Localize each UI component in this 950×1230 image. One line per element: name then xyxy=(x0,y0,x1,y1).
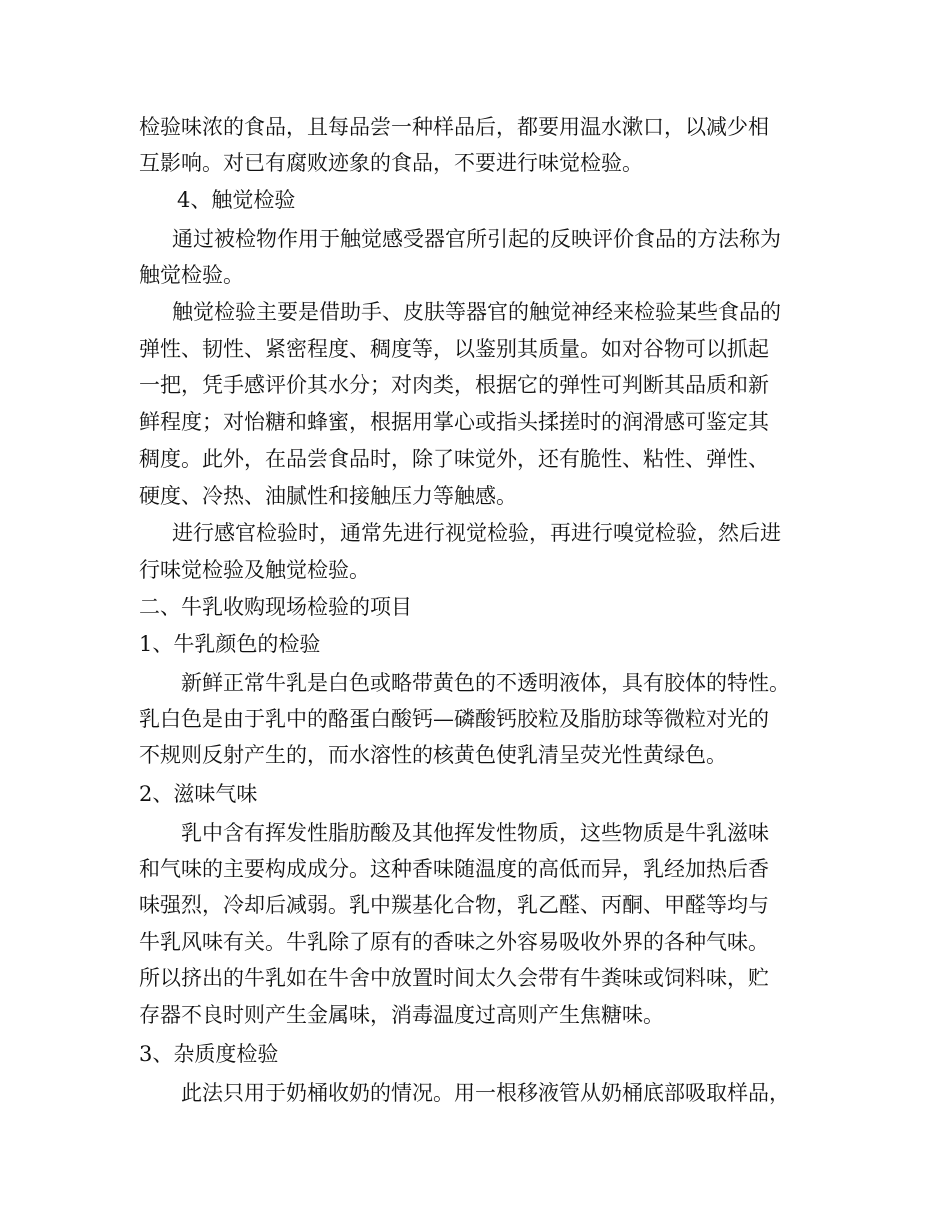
text-line: 互影响。对已有腐败迹象的食品，不要进行味觉检验。 xyxy=(139,151,643,175)
text-line: 乳白色是由于乳中的酪蛋白酸钙—磷酸钙胶粒及脂肪球等微粒对光的 xyxy=(139,707,769,731)
text-line: 牛乳风味有关。牛乳除了原有的香味之外容易吸收外界的各种气味。 xyxy=(139,930,769,954)
paragraph-first-line: 通过被检物作用于触觉感受器官所引起的反映评价食品的方法称为 xyxy=(172,227,781,251)
text-line: 弹性、韧性、紧密程度、稠度等，以鉴别其质量。如对谷物可以抓起 xyxy=(139,337,769,361)
text-line: 稠度。此外，在品尝食品时，除了味觉外，还有脆性、粘性、弹性、 xyxy=(139,447,769,471)
paragraph-first-line: 此法只用于奶桶收奶的情况。用一根移液管从奶桶底部吸取样品， xyxy=(181,1081,790,1105)
text-line: 味强烈，冷却后减弱。乳中羰基化合物，乳乙醛、丙酮、甲醛等均与 xyxy=(139,893,769,917)
subheading-impurity: 3、杂质度检验 xyxy=(139,1042,279,1066)
text-line: 一把，凭手感评价其水分；对肉类，根据它的弹性可判断其品质和新 xyxy=(139,373,769,397)
subheading-taste-smell: 2、滋味气味 xyxy=(139,782,258,806)
section-heading-touch: 4、触觉检验 xyxy=(177,188,296,212)
text-line: 检验味浓的食品，且每品尝一种样品后，都要用温水漱口，以减少相 xyxy=(139,115,769,139)
section-heading-milk: 二、牛乳收购现场检验的项目 xyxy=(139,595,412,619)
paragraph-first-line: 新鲜正常牛乳是白色或略带黄色的不透明液体，具有胶体的特性。 xyxy=(181,671,790,695)
text-line: 鲜程度；对怡糖和蜂蜜，根据用掌心或指头揉搓时的润滑感可鉴定其 xyxy=(139,410,769,434)
text-line: 硬度、冷热、油腻性和接触压力等触感。 xyxy=(139,484,517,508)
text-line: 触觉检验。 xyxy=(139,263,244,287)
text-line: 存器不良时则产生金属味，消毒温度过高则产生焦糖味。 xyxy=(139,1003,664,1027)
subheading-color: 1、牛乳颜色的检验 xyxy=(139,632,321,656)
text-line: 不规则反射产生的，而水溶性的核黄色使乳清呈荧光性黄绿色。 xyxy=(139,743,727,767)
text-line: 行味觉检验及触觉检验。 xyxy=(139,558,370,582)
paragraph-first-line: 触觉检验主要是借助手、皮肤等器官的触觉神经来检验某些食品的 xyxy=(172,300,781,324)
paragraph-first-line: 乳中含有挥发性脂肪酸及其他挥发性物质，这些物质是牛乳滋味 xyxy=(181,821,769,845)
text-line: 和气味的主要构成成分。这种香味随温度的高低而异，乳经加热后香 xyxy=(139,857,769,881)
text-line: 所以挤出的牛乳如在牛舍中放置时间太久会带有牛粪味或饲料味，贮 xyxy=(139,966,769,990)
paragraph-first-line: 进行感官检验时，通常先进行视觉检验，再进行嗅觉检验，然后进 xyxy=(172,521,781,545)
